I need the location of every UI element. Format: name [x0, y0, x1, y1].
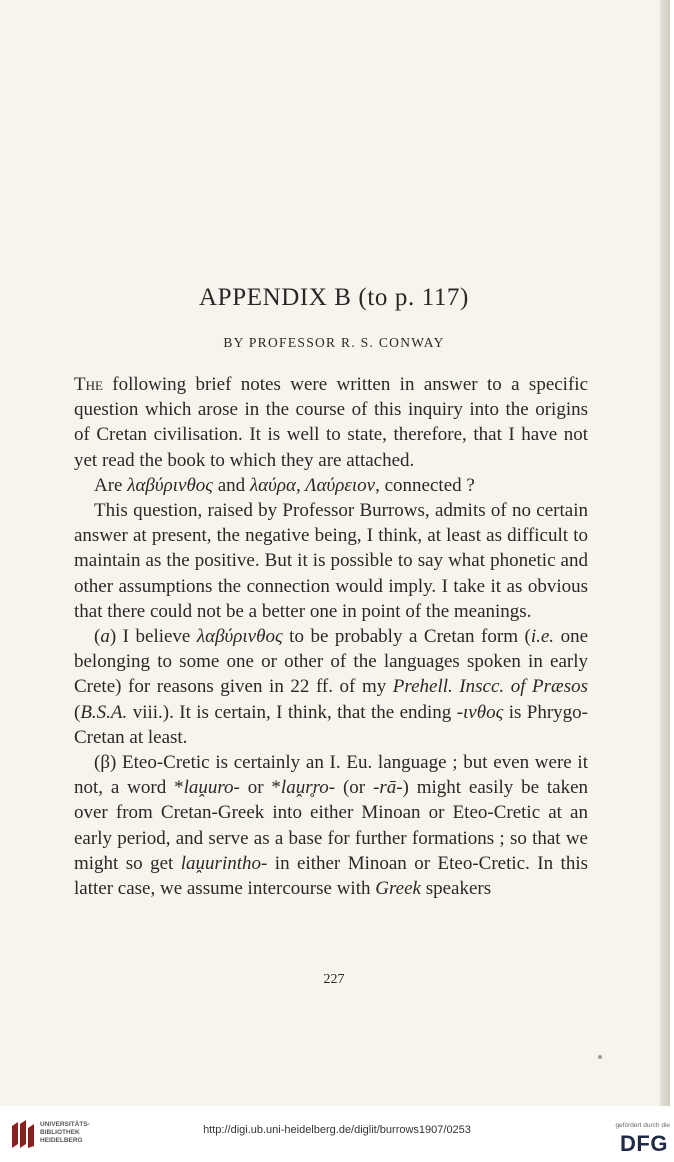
paragraph [74, 372, 588, 473]
text-run: The [74, 374, 103, 395]
italic-run: laṷurintho- [180, 852, 268, 874]
italic-run: λαβύρινθος [196, 626, 283, 648]
library-name-line: HEIDELBERG [40, 1137, 83, 1144]
text-run: is Phrygo-Cretan at least. [74, 701, 588, 748]
italic-run: ινθος [463, 701, 504, 723]
page-edge-shadow [660, 0, 670, 1106]
paper-speck [598, 1055, 602, 1059]
text-run: , connected ? [375, 474, 475, 496]
dfg-logo: DFG [620, 1131, 668, 1156]
text-run: and [213, 474, 250, 496]
text-run: This question, raised by Professor Burrows, admits of no certain answer at present, the negative being, I think, at least as difficult to maintain as the positive. But it is possible to say what phonetic and other assumptions the connection would imply. I take it as obvious that there could not be a better one in point of the meanings. [74, 500, 588, 622]
paragraph [74, 498, 588, 624]
text-run: (β) Eteo-Cretic is certainly an I. Eu. language ; but even were it not, a word * [74, 752, 588, 799]
paragraph [74, 624, 588, 750]
permalink-url[interactable]: http://digi.ub.uni-heidelberg.de/diglit/burrows1907/0253 [203, 1124, 471, 1136]
italic-run: B.S.A. [80, 701, 128, 723]
text-run: (or - [335, 777, 380, 799]
library-name-line: UNIVERSITÄTS- [40, 1121, 90, 1128]
text-run: to be probably a Cretan form ( [282, 626, 531, 648]
text-run: following brief notes were written in answer to a specific question which arose in the course of this inquiry into the origins of Cretan civilisation. It is well to state, therefore, that I have not yet read the book to which they are attached. [74, 374, 588, 471]
italic-run: laṷuro- [183, 777, 240, 799]
author-byline: BY PROFESSOR R. S. CONWAY [223, 335, 445, 350]
page-number: 227 [323, 972, 345, 987]
body-text [74, 372, 588, 901]
text-run: in either Minoan or Eteo-Cretic. In this latter case, we assume intercourse with [74, 852, 588, 900]
paragraph [74, 750, 588, 901]
appendix-title: APPENDIX B (to p. 117) [199, 284, 469, 311]
text-run: ( [74, 701, 81, 723]
paragraph [74, 473, 588, 498]
italic-run: laṷr̥ro- [280, 777, 336, 799]
text-run: Are [94, 474, 128, 496]
italic-run: i.e. [530, 626, 555, 648]
funder-caption: gefördert durch die [615, 1122, 670, 1129]
italic-run: rā- [379, 777, 403, 799]
italic-run: Prehell. Inscc. of Præsos [392, 676, 588, 698]
text-run: ) I believe [109, 626, 197, 648]
library-name-line: BIBLIOTHEK [40, 1129, 80, 1136]
text-run: viii.). It is certain, I think, that the ending - [127, 701, 464, 723]
italic-run: a [100, 626, 110, 648]
text-run: ) might easily be taken over from Cretan-Greek into either Minoan or Eteo-Cretic at an early period, and serve as a base for further formations ; so that we might so get [74, 777, 589, 874]
italic-run: λαβύρινθος [127, 474, 213, 496]
text-run: speakers [420, 878, 492, 900]
italic-run: Greek [375, 878, 421, 900]
text-run: or * [239, 777, 281, 799]
italic-run: λαύρα, Λαύρειον [249, 474, 376, 496]
text-run: one belonging to some one or other of the languages spoken in early Crete) for reasons given in 22 ff. of my [74, 626, 589, 698]
text-run: ( [94, 626, 101, 648]
